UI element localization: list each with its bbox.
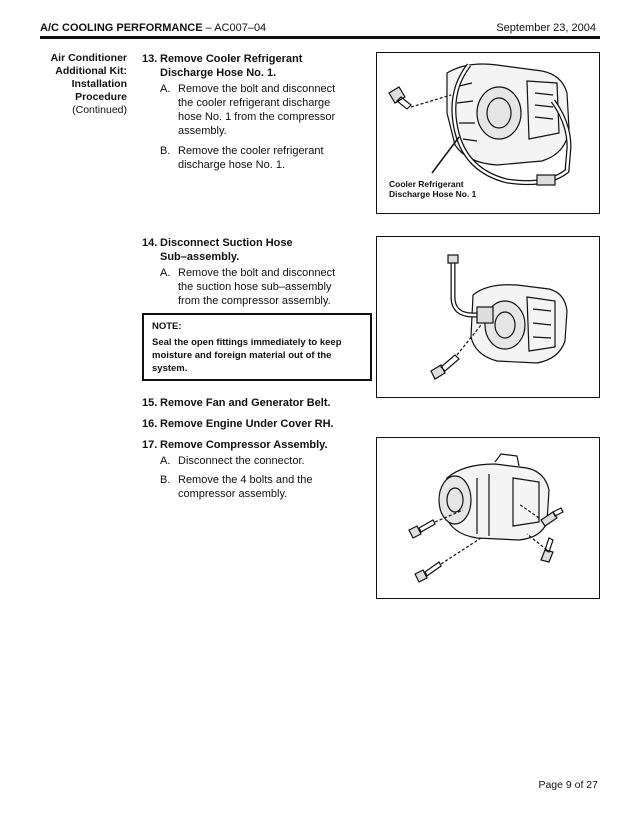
step-title (142, 438, 372, 452)
sidebar-line: Additional Kit: (55, 65, 127, 77)
section-sidebar (20, 52, 127, 117)
step-number: 15. (142, 397, 158, 409)
step-16 (142, 417, 372, 431)
sub-letter: A. (160, 267, 171, 279)
header-title-group (40, 22, 266, 34)
step-number: 13. (142, 53, 158, 65)
sub-text: Disconnect the connector. (178, 455, 305, 467)
sidebar-line: Procedure (75, 91, 127, 103)
callout-line: Discharge Hose No. 1 (389, 189, 477, 199)
step-15 (142, 396, 372, 410)
step-title-text: Remove Cooler Refrigerant (160, 53, 303, 65)
header-rule (40, 36, 600, 39)
sub-letter: B. (160, 474, 171, 486)
step-13 (142, 52, 372, 172)
page-header (40, 22, 596, 36)
step-title-text: Remove Compressor Assembly. (160, 439, 328, 451)
step-title (142, 417, 372, 431)
step-sub-item (142, 266, 372, 308)
note-box (142, 313, 372, 381)
step-sub-item (142, 473, 372, 501)
figure-compressor (376, 437, 600, 599)
header-date: September 23, 2004 (496, 22, 596, 34)
figure-callout-label (389, 179, 476, 199)
figure-discharge-hose (376, 52, 600, 214)
step-title-text: Remove Engine Under Cover RH. (160, 418, 334, 430)
sidebar-line: Air Conditioner (50, 52, 127, 64)
step-title-text: Disconnect Suction Hose (160, 237, 293, 249)
step-title (142, 52, 372, 66)
step-title-text: Discharge Hose No. 1. (160, 67, 277, 79)
step-17 (142, 438, 372, 501)
sub-letter: A. (160, 83, 171, 95)
step-sub-item (142, 82, 372, 138)
step-title (142, 396, 372, 410)
step-sub-item (142, 454, 372, 468)
callout-line: Cooler Refrigerant (389, 179, 464, 189)
header-title: A/C COOLING PERFORMANCE (40, 22, 203, 34)
step-title (142, 250, 372, 264)
step-title-text: Remove Fan and Generator Belt. (160, 397, 331, 409)
step-number: 14. (142, 237, 158, 249)
sidebar-line: (Continued) (72, 104, 127, 116)
sub-text: Remove the bolt and disconnect the cooler refrigerant discharge hose No. 1 from the compressor assembly. (178, 83, 336, 137)
sub-text: Remove the 4 bolts and the compressor assembly. (178, 474, 313, 500)
note-body: Seal the open fittings immediately to keep moisture and foreign material out of the system. (152, 337, 342, 374)
step-title (142, 66, 372, 80)
step-number: 17. (142, 439, 158, 451)
sub-text: Remove the cooler refrigerant discharge hose No. 1. (178, 145, 324, 171)
compressor-illustration (377, 438, 599, 598)
suction-hose-illustration (377, 237, 599, 397)
step-title-text: Sub–assembly. (160, 251, 240, 263)
sub-text: Remove the bolt and disconnect the suction hose sub–assembly from the compressor assembly. (178, 267, 336, 307)
step-number: 16. (142, 418, 158, 430)
step-sub-item (142, 144, 372, 172)
sidebar-line: Installation (71, 78, 127, 90)
page-number: Page 9 of 27 (538, 779, 598, 791)
sub-letter: A. (160, 455, 171, 467)
figure-suction-hose (376, 236, 600, 398)
step-title (142, 236, 372, 250)
sub-letter: B. (160, 145, 171, 157)
note-heading: NOTE: (152, 321, 182, 332)
header-code: – AC007–04 (205, 22, 267, 34)
step-14 (142, 236, 372, 308)
